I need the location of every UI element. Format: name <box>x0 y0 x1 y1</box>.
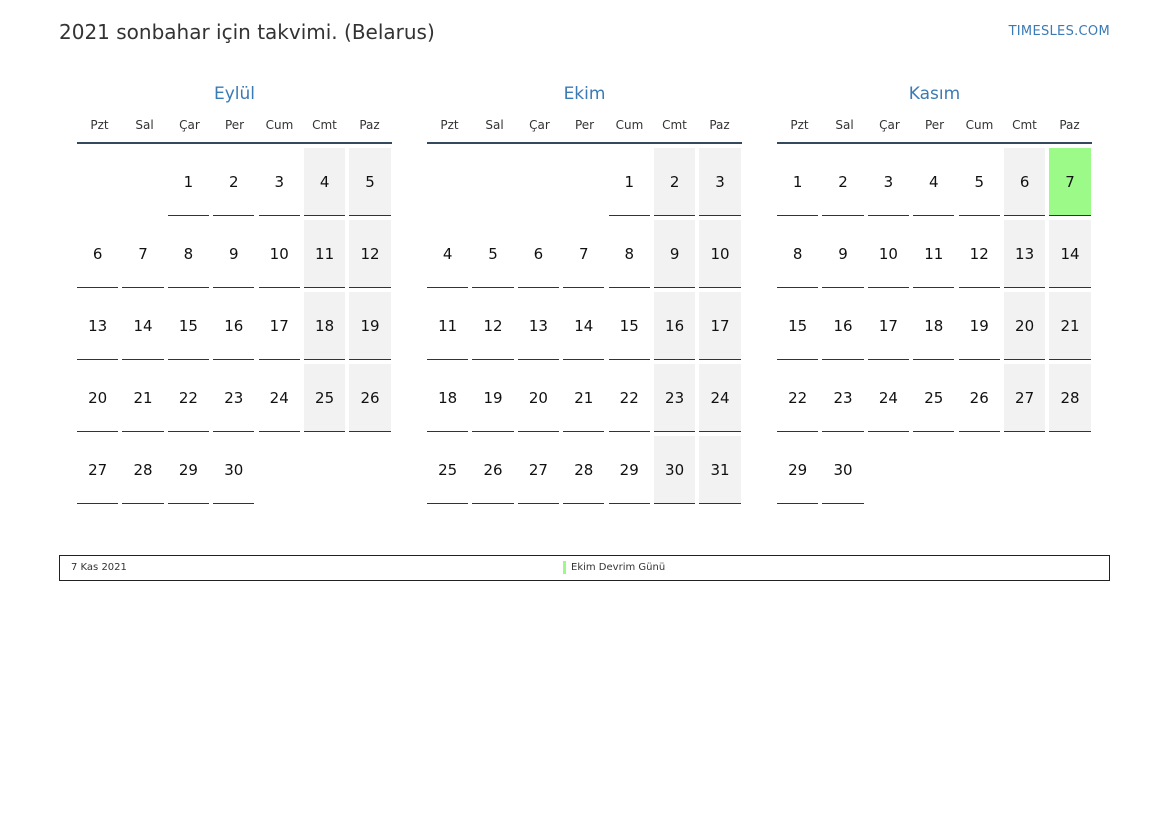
day-cell: 21 <box>122 364 163 432</box>
weekday-label: Cmt <box>662 118 687 132</box>
day-cell: 3 <box>699 148 740 216</box>
legend-date: 7 Kas 2021 <box>71 562 127 573</box>
empty-day-cell <box>1049 436 1090 504</box>
day-cell: 30 <box>654 436 695 504</box>
weekday-label: Per <box>224 118 245 132</box>
day-cell: 28 <box>122 436 163 504</box>
day-cell: 8 <box>168 220 209 288</box>
day-cell: 23 <box>213 364 254 432</box>
day-cell: 12 <box>472 292 513 360</box>
day-cell: 24 <box>699 364 740 432</box>
weekday-label: Cmt <box>312 118 337 132</box>
weekday-label: Paz <box>1059 118 1080 132</box>
day-cell: 6 <box>77 220 118 288</box>
empty-day-cell <box>349 436 390 504</box>
day-cell: 18 <box>913 292 954 360</box>
day-cell: 4 <box>304 148 345 216</box>
day-cell: 16 <box>654 292 695 360</box>
day-cell: 26 <box>472 436 513 504</box>
weekday-label: Sal <box>135 118 154 132</box>
weekday-label: Per <box>574 118 595 132</box>
day-cell: 21 <box>1049 292 1090 360</box>
day-cell: 4 <box>427 220 468 288</box>
weekday-header <box>77 108 392 144</box>
day-cell: 14 <box>1049 220 1090 288</box>
day-cell: 25 <box>427 436 468 504</box>
site-link[interactable]: TIMESLES.COM <box>1008 24 1110 39</box>
day-cell: 22 <box>777 364 818 432</box>
day-cell: 13 <box>1004 220 1045 288</box>
holiday-legend <box>59 555 1110 581</box>
empty-day-cell <box>518 148 559 216</box>
day-cell: 5 <box>349 148 390 216</box>
day-cell: 1 <box>609 148 650 216</box>
weekday-label: Cum <box>265 118 294 132</box>
day-cell: 13 <box>518 292 559 360</box>
empty-day-cell <box>913 436 954 504</box>
day-cell: 11 <box>913 220 954 288</box>
day-cell: 6 <box>518 220 559 288</box>
day-cell: 13 <box>77 292 118 360</box>
empty-day-cell <box>427 148 468 216</box>
empty-day-cell <box>959 436 1000 504</box>
empty-day-cell <box>563 148 604 216</box>
day-cell: 28 <box>1049 364 1090 432</box>
day-cell: 21 <box>563 364 604 432</box>
day-cell: 3 <box>259 148 300 216</box>
month-name: Ekim <box>563 84 606 104</box>
day-cell: 19 <box>349 292 390 360</box>
day-cell: 16 <box>213 292 254 360</box>
day-cell: 29 <box>777 436 818 504</box>
empty-day-cell <box>259 436 300 504</box>
day-cell: 27 <box>77 436 118 504</box>
holiday-color-marker <box>563 561 566 574</box>
day-cell: 27 <box>518 436 559 504</box>
day-cell: 26 <box>959 364 1000 432</box>
day-cell: 2 <box>213 148 254 216</box>
empty-day-cell <box>1004 436 1045 504</box>
month-name: Kasım <box>908 84 961 104</box>
day-cell: 15 <box>777 292 818 360</box>
day-cell: 9 <box>213 220 254 288</box>
day-cell: 11 <box>304 220 345 288</box>
day-cell: 10 <box>259 220 300 288</box>
day-cell: 7 <box>122 220 163 288</box>
day-cell: 24 <box>259 364 300 432</box>
day-cell: 5 <box>472 220 513 288</box>
weekday-label: Çar <box>179 118 200 132</box>
day-cell: 22 <box>168 364 209 432</box>
day-cell: 16 <box>822 292 863 360</box>
day-cell: 6 <box>1004 148 1045 216</box>
day-cell: 20 <box>518 364 559 432</box>
day-cell: 25 <box>913 364 954 432</box>
day-cell: 29 <box>609 436 650 504</box>
weekday-label: Pzt <box>440 118 459 132</box>
day-cell: 12 <box>349 220 390 288</box>
page-title: 2021 sonbahar için takvimi. (Belarus) <box>59 20 435 44</box>
empty-day-cell <box>304 436 345 504</box>
weekday-label: Cum <box>615 118 644 132</box>
weekday-label: Paz <box>359 118 380 132</box>
day-cell: 14 <box>563 292 604 360</box>
month-name: Eylül <box>213 84 256 104</box>
day-cell: 20 <box>1004 292 1045 360</box>
day-cell: 23 <box>822 364 863 432</box>
day-cell: 24 <box>868 364 909 432</box>
weekday-label: Pzt <box>90 118 109 132</box>
day-grid <box>427 148 742 504</box>
day-cell: 9 <box>654 220 695 288</box>
day-cell: 18 <box>304 292 345 360</box>
day-cell: 4 <box>913 148 954 216</box>
day-cell: 18 <box>427 364 468 432</box>
day-cell: 1 <box>777 148 818 216</box>
day-cell: 10 <box>699 220 740 288</box>
day-cell: 8 <box>777 220 818 288</box>
day-cell: 2 <box>654 148 695 216</box>
day-cell: 10 <box>868 220 909 288</box>
weekday-label: Çar <box>529 118 550 132</box>
day-cell: 30 <box>822 436 863 504</box>
empty-day-cell <box>472 148 513 216</box>
day-grid <box>777 148 1092 504</box>
empty-day-cell <box>868 436 909 504</box>
weekday-label: Sal <box>485 118 504 132</box>
day-cell: 7 <box>1049 148 1090 216</box>
day-cell: 29 <box>168 436 209 504</box>
weekday-label: Çar <box>879 118 900 132</box>
weekday-label: Sal <box>835 118 854 132</box>
day-cell: 27 <box>1004 364 1045 432</box>
month-september <box>77 82 392 504</box>
day-cell: 31 <box>699 436 740 504</box>
weekday-label: Cmt <box>1012 118 1037 132</box>
day-cell: 17 <box>699 292 740 360</box>
day-grid <box>77 148 392 504</box>
day-cell: 19 <box>959 292 1000 360</box>
day-cell: 17 <box>868 292 909 360</box>
day-cell: 12 <box>959 220 1000 288</box>
weekday-label: Cum <box>965 118 994 132</box>
empty-day-cell <box>122 148 163 216</box>
day-cell: 1 <box>168 148 209 216</box>
weekday-header <box>427 108 742 144</box>
day-cell: 26 <box>349 364 390 432</box>
day-cell: 8 <box>609 220 650 288</box>
month-november <box>777 82 1092 504</box>
weekday-header <box>777 108 1092 144</box>
weekday-label: Paz <box>709 118 730 132</box>
day-cell: 14 <box>122 292 163 360</box>
weekday-label: Pzt <box>790 118 809 132</box>
day-cell: 7 <box>563 220 604 288</box>
weekday-label: Per <box>924 118 945 132</box>
day-cell: 15 <box>168 292 209 360</box>
day-cell: 9 <box>822 220 863 288</box>
day-cell: 23 <box>654 364 695 432</box>
calendar-months <box>77 82 1097 522</box>
day-cell: 22 <box>609 364 650 432</box>
day-cell: 3 <box>868 148 909 216</box>
day-cell: 2 <box>822 148 863 216</box>
day-cell: 11 <box>427 292 468 360</box>
day-cell: 17 <box>259 292 300 360</box>
day-cell: 30 <box>213 436 254 504</box>
day-cell: 20 <box>77 364 118 432</box>
day-cell: 25 <box>304 364 345 432</box>
day-cell: 15 <box>609 292 650 360</box>
day-cell: 19 <box>472 364 513 432</box>
day-cell: 28 <box>563 436 604 504</box>
empty-day-cell <box>77 148 118 216</box>
day-cell: 5 <box>959 148 1000 216</box>
month-october <box>427 82 742 504</box>
legend-holiday-name: Ekim Devrim Günü <box>571 562 666 573</box>
